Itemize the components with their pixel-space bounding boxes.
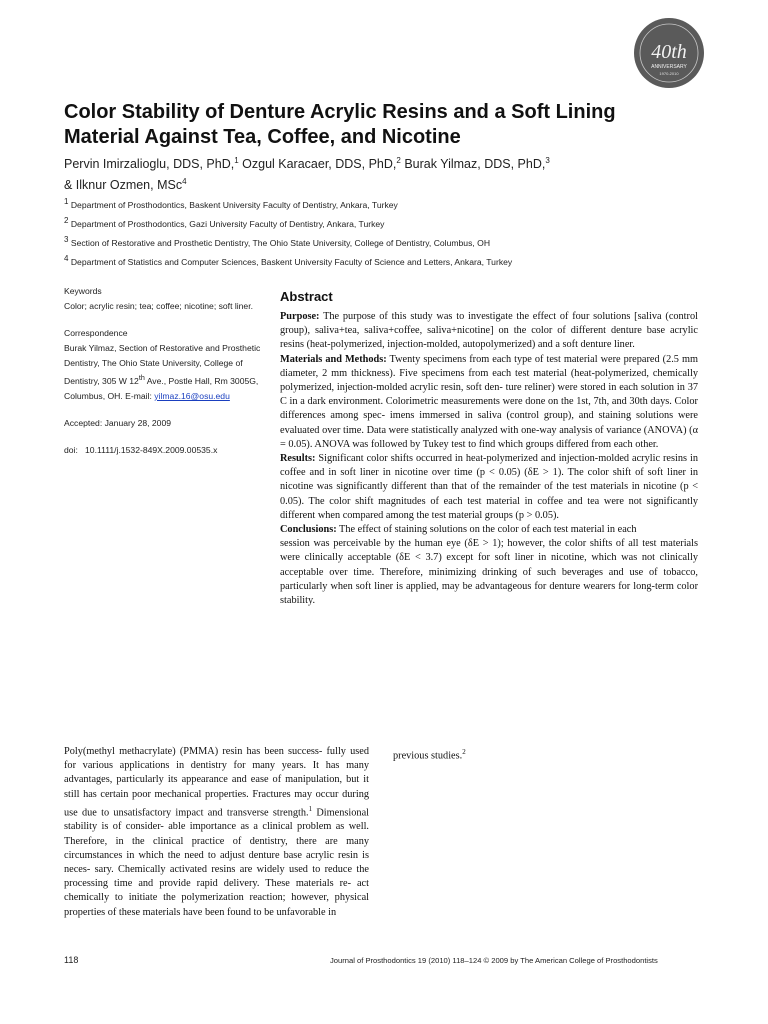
correspondence-address: Burak Yilmaz, Section of Restorative and Prosthetic Dentistry, The Ohio State University, College of Dentistry, 305 W 12	[64, 343, 261, 386]
purpose-text: The purpose of this study was to investigate the effect of four solutions [saliva (control group), saliva+tea, saliva+coffee, saliva+nicotine] on the color of different denture base acrylic resins (heat-polymerized, injection-molded, autopolymerized) and a soft denture liner.	[280, 311, 698, 351]
methods-text: Twenty specimens from each type of test material were prepared (2.5 mm diameter, 2 mm thickness). Five specimens from each test material (heat-polymerized, chemically polymerized, injection-molded acrylic resin, soft den- ture reliner) were stored in each solution in 37 C in a dark environment. Colorimetric measurements were done on the 1st, 7th, and 30th days. Color differences among spec- imens immersed in saliva (control group), and staining solutions were evaluated over time. Data were statistically analyzed with one-way analysis of variance (ANOVA) (α = 0.05). ANOVA was followed by Tukey test to find which groups differed from each other.	[280, 353, 698, 450]
page-number: 118	[64, 955, 79, 965]
author-sup: 1	[234, 156, 239, 165]
affiliation-sup: 1	[64, 197, 69, 206]
doi-value: 10.1111/j.1532-849X.2009.00535.x	[85, 444, 218, 455]
abstract-heading: Abstract	[280, 289, 333, 304]
affiliation-sup: 2	[64, 215, 69, 225]
author-sup: 2	[396, 156, 401, 165]
author-name: Pervin Imirzalioglu, DDS, PhD,	[64, 157, 235, 172]
body-text: previous studies.	[393, 750, 463, 762]
body-text-cont: Dimensional stability is of consider- able importance as a clinical problem as well. Therefore, in the clinical practice of dentistry, there are many circumstances in which the need to adjust denture base acrylic resin is neces- sary. Chemically activated resins are widely used to reduce the processing time and provide rapid delivery. These materials re- act chemically to initiate the polymerization reaction; however, physical properties of these materials have been found to be unfavorable in	[64, 807, 369, 918]
abstract-methods	[280, 353, 698, 452]
accepted-date: Accepted: January 28, 2009	[64, 417, 172, 428]
affiliation-text: Department of Prosthodontics, Gazi University Faculty of Dentistry, Ankara, Turkey	[70, 218, 385, 229]
affiliation-text: Section of Restorative and Prosthetic Dentistry, The Ohio State University, College of Dentistry, Columbus, OH	[70, 237, 491, 248]
body-column-left	[64, 745, 369, 920]
affiliation	[64, 232, 704, 251]
conclusions-label: Conclusions:	[280, 524, 337, 536]
seal-main-text: 40th	[651, 41, 687, 63]
abstract-conclusions-cont: session was perceivable by the human eye (δE > 1); however, the color shifts of all test materials were clinically acceptable (δE < 3.7) except for soft liner in nicotine, which was not clinically acceptable over time. Therefore, minimizing drinking of such beverages and use of tobacco, particularly when soft liner is applied, may be advantageous for denture wearers for long-term color stability.	[280, 538, 698, 607]
email-link[interactable]: yilmaz.16@osu.edu	[154, 390, 230, 401]
seal-sub-text: ANNIVERSARY	[651, 64, 687, 70]
keywords-label: Keywords	[64, 286, 102, 296]
abstract-results	[280, 452, 698, 523]
affiliation	[64, 213, 704, 232]
doi-label: doi:	[64, 444, 78, 455]
affiliation-text: Department of Prosthodontics, Baskent University Faculty of Dentistry, Ankara, Turkey	[70, 199, 398, 210]
affiliation-sup: 4	[64, 253, 69, 263]
conclusions-text: The effect of staining solutions on the color of each test material in each	[336, 524, 637, 536]
anniversary-seal	[632, 16, 706, 90]
abstract-purpose	[280, 310, 698, 353]
results-text: Significant color shifts occurred in heat-polymerized and injection-molded acrylic resins in coffee and in soft liner in nicotine over time (p < 0.05) (δE > 1). The color shift of soft liner in nicotine was significantly different than that of the remainder of the test materials in nicotine (p < 0.05). The color shift magnitudes of each test material in coffee and tea were not significantly different when compared among the test material groups (p > 0.05).	[280, 453, 698, 521]
journal-citation: Journal of Prosthodontics 19 (2010) 118–124 © 2009 by The American College of Prosthodontists	[330, 956, 658, 965]
methods-label: Materials and Methods:	[280, 353, 387, 365]
author-sup: 4	[182, 177, 187, 187]
anniversary-seal-graphic	[632, 16, 706, 90]
doi-line	[64, 443, 262, 458]
correspondence-text	[64, 341, 262, 404]
results-label: Results:	[280, 453, 316, 465]
abstract-conclusions	[280, 523, 698, 537]
correspondence-address-cont: Ave., Postle Hall, Rm 3005G, Columbus, OH. E-mail:	[64, 375, 259, 401]
author-name: Burak Yilmaz, DDS, PhD,	[404, 157, 546, 172]
correspondence-sup: th	[138, 374, 145, 382]
citation-sup: 2	[462, 748, 466, 756]
affiliation-sup: 3	[64, 234, 69, 244]
author-list	[64, 152, 704, 194]
author-sup: 3	[545, 156, 550, 165]
author-name: Ozgul Karacaer, DDS, PhD,	[242, 157, 397, 172]
correspondence-label: Correspondence	[64, 328, 128, 338]
citation-sup: 1	[308, 804, 313, 813]
affiliations	[64, 194, 704, 269]
article-sidebar	[64, 284, 262, 458]
purpose-label: Purpose:	[280, 311, 320, 322]
keywords-text: Color; acrylic resin; tea; coffee; nicotine; soft liner.	[64, 301, 253, 311]
article-title: Color Stability of Denture Acrylic Resins and a Soft Lining Material Against Tea, Coffee, and Nicotine	[64, 101, 616, 148]
affiliation	[64, 251, 704, 270]
seal-years-text: 1970-2010	[659, 71, 679, 76]
affiliation	[64, 194, 704, 213]
body-text: Poly(methyl methacrylate) (PMMA) resin has been success- fully used for various applications in dentistry for many years. It has many advantages, particularly its appearance and ease of manipulation, but it still has certain poor mechanical properties. Fractures may occur during use due to unsatisfactory impact and transverse strength.	[64, 746, 369, 819]
body-column-right	[393, 745, 698, 764]
author-name: & Ilknur Ozmen, MSc	[64, 178, 183, 193]
abstract-body	[280, 310, 698, 608]
affiliation-text: Department of Statistics and Computer Sciences, Baskent University Faculty of Science and Letters, Ankara, Turkey	[70, 256, 513, 267]
